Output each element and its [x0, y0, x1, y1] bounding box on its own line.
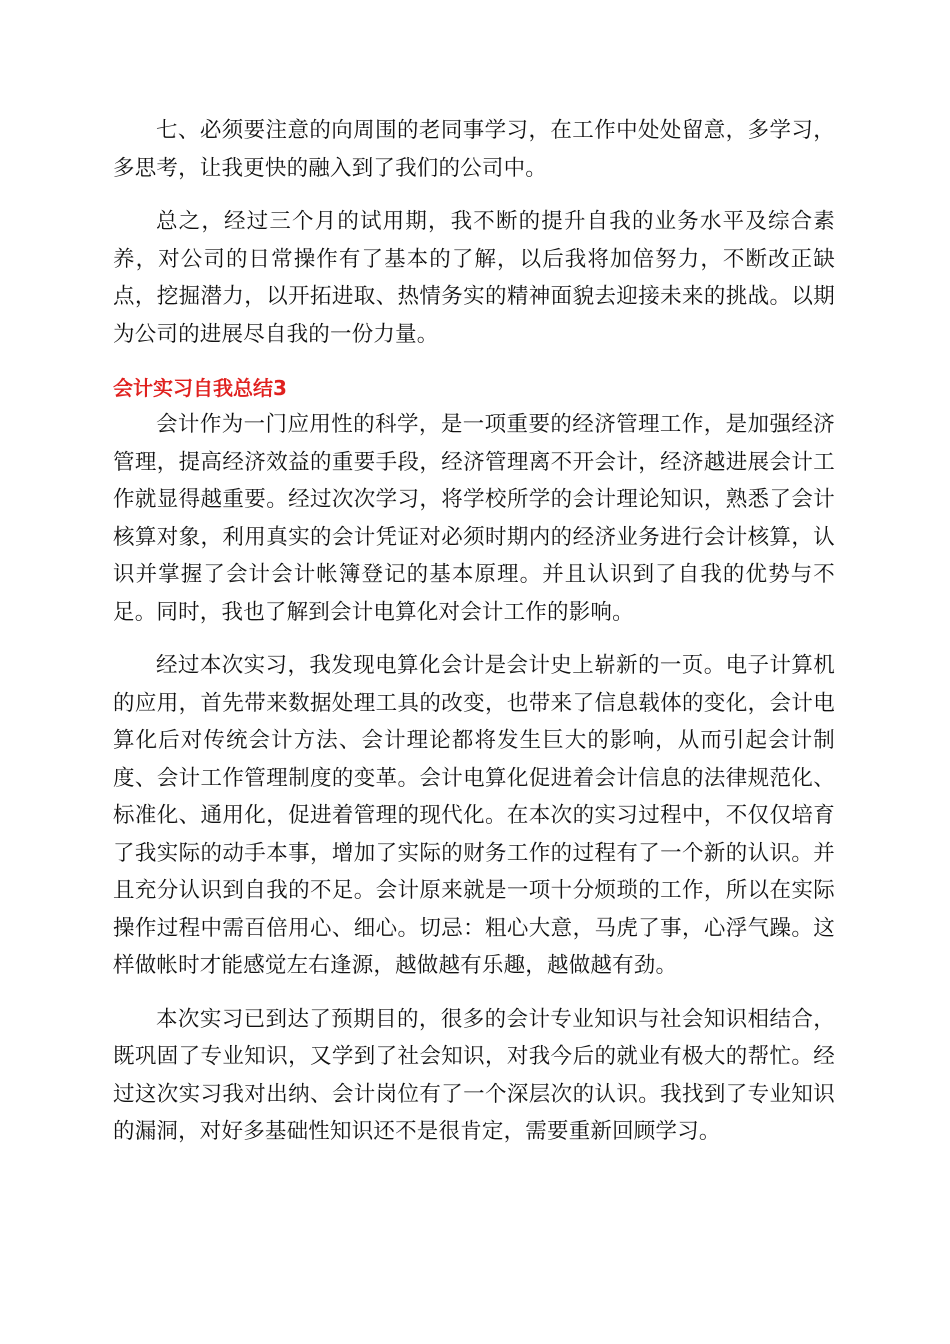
paragraph-item-seven: 七、必须要注意的向周围的老同事学习，在工作中处处留意，多学习，多思考，让我更快的融入到了我们的公司中。	[113, 118, 835, 181]
section-heading: 会计实习自我总结3	[113, 376, 287, 400]
document-body	[113, 112, 835, 1167]
paragraph-conclusion: 总之，经过三个月的试用期，我不断的提升自我的业务水平及综合素养，对公司的日常操作有了基本的了解，以后我将加倍努力，不断改正缺点，挖掘潜力，以开拓进取、热情务实的精神面貌去迎接未来的挑战。以期为公司的进展尽自我的一份力量。	[113, 209, 835, 347]
section-paragraph-2: 经过本次实习，我发现电算化会计是会计史上崭新的一页。电子计算机的应用，首先带来数据处理工具的改变，也带来了信息载体的变化，会计电算化后对传统会计方法、会计理论都将发生巨大的影响，从而引起会计制度、会计工作管理制度的变革。会计电算化促进着会计信息的法律规范化、标准化、通用化，促进着管理的现代化。在本次的实习过程中，不仅仅培育了我实际的动手本事，增加了实际的财务工作的过程有了一个新的认识。并且充分认识到自我的不足。会计原来就是一项十分烦琐的工作，所以在实际操作过程中需百倍用心、细心。切忌：粗心大意，马虎了事，心浮气躁。这样做帐时才能感觉左右逢源，越做越有乐趣，越做越有劲。	[113, 653, 835, 978]
section-paragraph-3: 本次实习已到达了预期目的，很多的会计专业知识与社会知识相结合，既巩固了专业知识，又学到了社会知识，对我今后的就业有极大的帮忙。经过这次实习我对出纳、会计岗位有了一个深层次的认识。我找到了专业知识的漏洞，对好多基础性知识还不是很肯定，需要重新回顾学习。	[113, 1006, 835, 1144]
section-paragraph-1: 会计作为一门应用性的科学，是一项重要的经济管理工作，是加强经济管理，提高经济效益的重要手段，经济管理离不开会计，经济越进展会计工作就显得越重要。经过次次学习，将学校所学的会计理论知识，熟悉了会计核算对象，利用真实的会计凭证对必须时期内的经济业务进行会计核算，认识并掌握了会计会计帐簿登记的基本原理。并且认识到了自我的优势与不足。同时，我也了解到会计电算化对会计工作的影响。	[113, 412, 835, 625]
